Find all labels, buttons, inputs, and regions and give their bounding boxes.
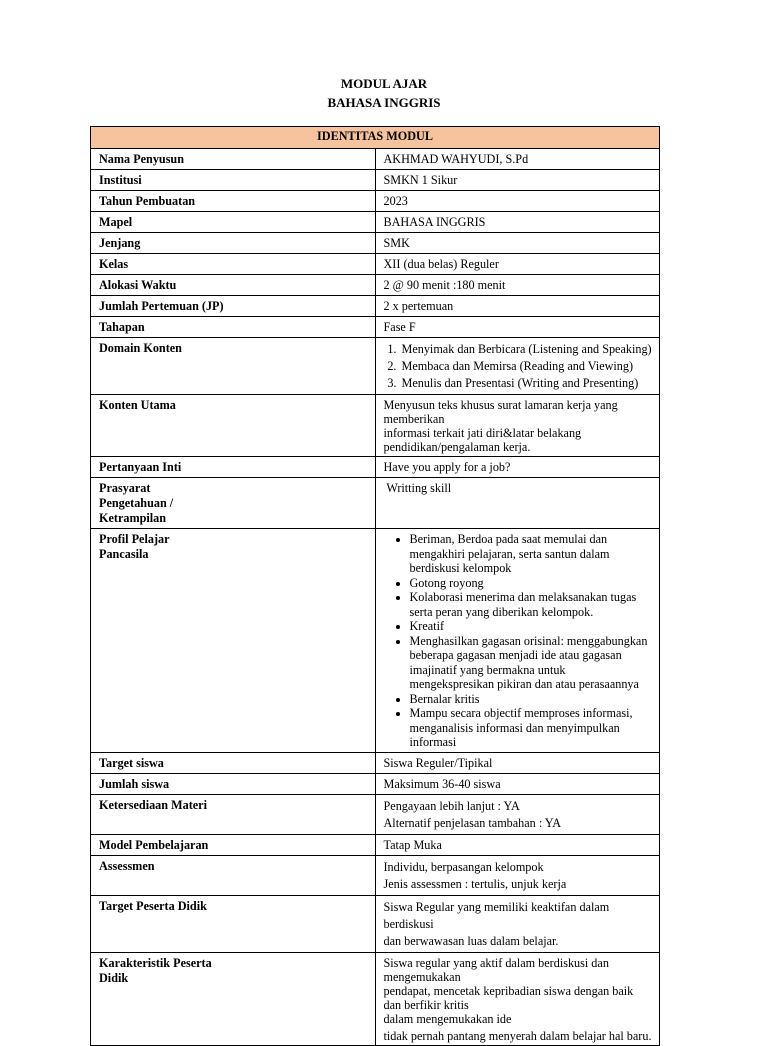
- label-mapel: Mapel: [91, 212, 376, 233]
- profil-list: [384, 532, 654, 750]
- value-jenjang: SMK: [375, 233, 660, 254]
- label-ketersediaan: Ketersediaan Materi: [91, 794, 376, 834]
- section-header: IDENTITAS MODUL: [91, 127, 660, 149]
- domain-item: 2. Membaca dan Memirsa (Reading and Viewing): [400, 358, 654, 375]
- profil-item: • Beriman, Berdoa pada saat memulai dan mengakhiri pelajaran, serta santun dalam berdiskusi kelompok: [410, 532, 654, 576]
- assessmen-line: Jenis assessmen : tertulis, unjuk kerja: [383, 876, 567, 891]
- label-prasyarat: [91, 478, 376, 529]
- label-target-siswa: Target siswa: [91, 752, 376, 773]
- value-pertanyaan: Have you apply for a job?: [375, 457, 660, 478]
- karakteristik-label-line: Didik: [99, 970, 129, 985]
- label-domain: Domain Konten: [91, 338, 376, 395]
- value-mapel: BAHASA INGGRIS: [375, 212, 660, 233]
- value-tahapan: Fase F: [375, 317, 660, 338]
- assessmen-line: Individu, berpasangan kelompok: [383, 859, 544, 874]
- label-tahun: Tahun Pembuatan: [91, 191, 376, 212]
- label-tahapan: Tahapan: [91, 317, 376, 338]
- target-peserta-line: Siswa Regular yang memiliki keaktifan dalam berdiskusi: [383, 899, 610, 931]
- value-nama-penyusun: AKHMAD WAHYUDI, S.Pd: [375, 149, 660, 170]
- value-model: Tatap Muka: [375, 834, 660, 855]
- profil-item: • Gotong royong: [410, 576, 654, 591]
- karakteristik-line: dalam mengemukakan ide: [383, 1011, 512, 1026]
- profil-label-line: Profil Pelajar: [99, 532, 170, 546]
- value-target-peserta: [375, 895, 660, 952]
- value-jumlah-siswa: Maksimum 36-40 siswa: [375, 773, 660, 794]
- label-assessmen: Assessmen: [91, 855, 376, 895]
- label-konten-utama: Konten Utama: [91, 395, 376, 457]
- label-institusi: Institusi: [91, 170, 376, 191]
- label-jumlah-siswa: Jumlah siswa: [91, 773, 376, 794]
- label-karakteristik: [91, 952, 376, 1045]
- konten-line: Menyusun teks khusus surat lamaran kerja yang memberikan: [383, 398, 618, 426]
- label-nama-penyusun: Nama Penyusun: [91, 149, 376, 170]
- value-kelas: XII (dua belas) Reguler: [375, 254, 660, 275]
- prasyarat-label-line: Ketrampilan: [99, 511, 167, 525]
- karakteristik-line: pendapat, mencetak kepribadian siswa dengan baik dan berfikir kritis: [383, 983, 634, 1012]
- domain-list: [384, 341, 654, 392]
- identitas-modul-table: [90, 126, 660, 1046]
- value-ketersediaan: [375, 794, 660, 834]
- ketersediaan-line: Pengayaan lebih lanjut : YA: [383, 798, 520, 813]
- target-peserta-line: dan berwawasan luas dalam belajar.: [383, 933, 559, 948]
- value-assessmen: [375, 855, 660, 895]
- label-target-peserta: Target Peserta Didik: [91, 895, 376, 952]
- label-pertanyaan: Pertanyaan Inti: [91, 457, 376, 478]
- prasyarat-label-line: Pengetahuan /: [99, 496, 174, 510]
- prasyarat-label-line: Prasyarat: [99, 481, 151, 495]
- value-profil: [375, 529, 660, 753]
- profil-item: • Mampu secara objectif memproses informasi, menganalisis informasi dan menyimpulkan informasi: [410, 706, 654, 750]
- profil-item: • Kolaborasi menerima dan melaksanakan tugas serta peran yang diberikan kelompok.: [410, 590, 654, 619]
- value-jumlah-pertemuan: 2 x pertemuan: [375, 296, 660, 317]
- profil-item: • Bernalar kritis: [410, 692, 654, 707]
- ketersediaan-line: Alternatif penjelasan tambahan : YA: [383, 815, 562, 830]
- karakteristik-line: tidak pernah pantang menyerah dalam belajar hal baru.: [383, 1028, 652, 1043]
- profil-item: • Kreatif: [410, 619, 654, 634]
- value-prasyarat: Writting skill: [375, 478, 660, 529]
- profil-item: • Menghasilkan gagasan orisinal: menggabungkan beberapa gagasan menjadi ide atau gagasan imajinatif yang bermakna untuk mengekspresikan pikiran dan atau perasaannya: [410, 634, 654, 692]
- value-target-siswa: Siswa Reguler/Tipikal: [375, 752, 660, 773]
- title-line-2: BAHASA INGGRIS: [327, 95, 441, 110]
- profil-label-line: Pancasila: [99, 547, 149, 561]
- domain-item: 3. Menulis dan Presentasi (Writing and Presenting): [400, 375, 654, 392]
- konten-line: informasi terkait jati diri&latar belakang: [383, 426, 582, 440]
- label-alokasi: Alokasi Waktu: [91, 275, 376, 296]
- label-jenjang: Jenjang: [91, 233, 376, 254]
- konten-line: pendidikan/pengalaman kerja.: [383, 440, 531, 454]
- domain-item: 1. Menyimak dan Berbicara (Listening and Speaking): [400, 341, 654, 358]
- title-line-1: MODUL AJAR: [340, 76, 428, 91]
- karakteristik-line: Siswa regular yang aktif dalam berdiskusi dan mengemukakan: [383, 955, 609, 984]
- karakteristik-label-line: Karakteristik Peserta: [99, 955, 212, 970]
- value-alokasi: 2 @ 90 menit :180 menit: [375, 275, 660, 296]
- label-jumlah-pertemuan: Jumlah Pertemuan (JP): [91, 296, 376, 317]
- document-title: [0, 74, 768, 112]
- label-profil: [91, 529, 376, 753]
- label-model: Model Pembelajaran: [91, 834, 376, 855]
- value-konten-utama: [375, 395, 660, 457]
- value-institusi: SMKN 1 Sikur: [375, 170, 660, 191]
- label-kelas: Kelas: [91, 254, 376, 275]
- value-domain: [375, 338, 660, 395]
- value-tahun: 2023: [375, 191, 660, 212]
- value-karakteristik: [375, 952, 660, 1045]
